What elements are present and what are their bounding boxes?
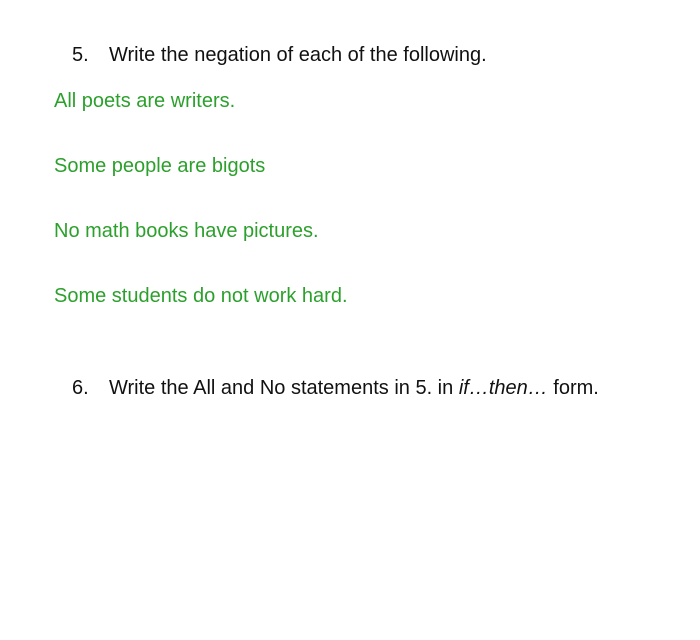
question-6-text-after: form.: [547, 377, 599, 399]
question-5: [72, 44, 487, 67]
answer-statement-2: Some people are bigots: [54, 155, 266, 177]
answer-statement-1: All poets are writers.: [54, 90, 236, 112]
question-6-text-before: Write the All and No statements in 5. in: [109, 377, 459, 399]
answer-statement-3: No math books have pictures.: [54, 220, 319, 242]
answer-statement-4: Some students do not work hard.: [54, 285, 348, 307]
question-6-number: 6.: [72, 377, 89, 399]
question-6-text-italic: if…then…: [458, 377, 548, 399]
question-5-number: 5.: [72, 44, 89, 66]
question-6: [72, 377, 599, 400]
question-5-text: Write the negation of each of the following.: [109, 44, 487, 66]
